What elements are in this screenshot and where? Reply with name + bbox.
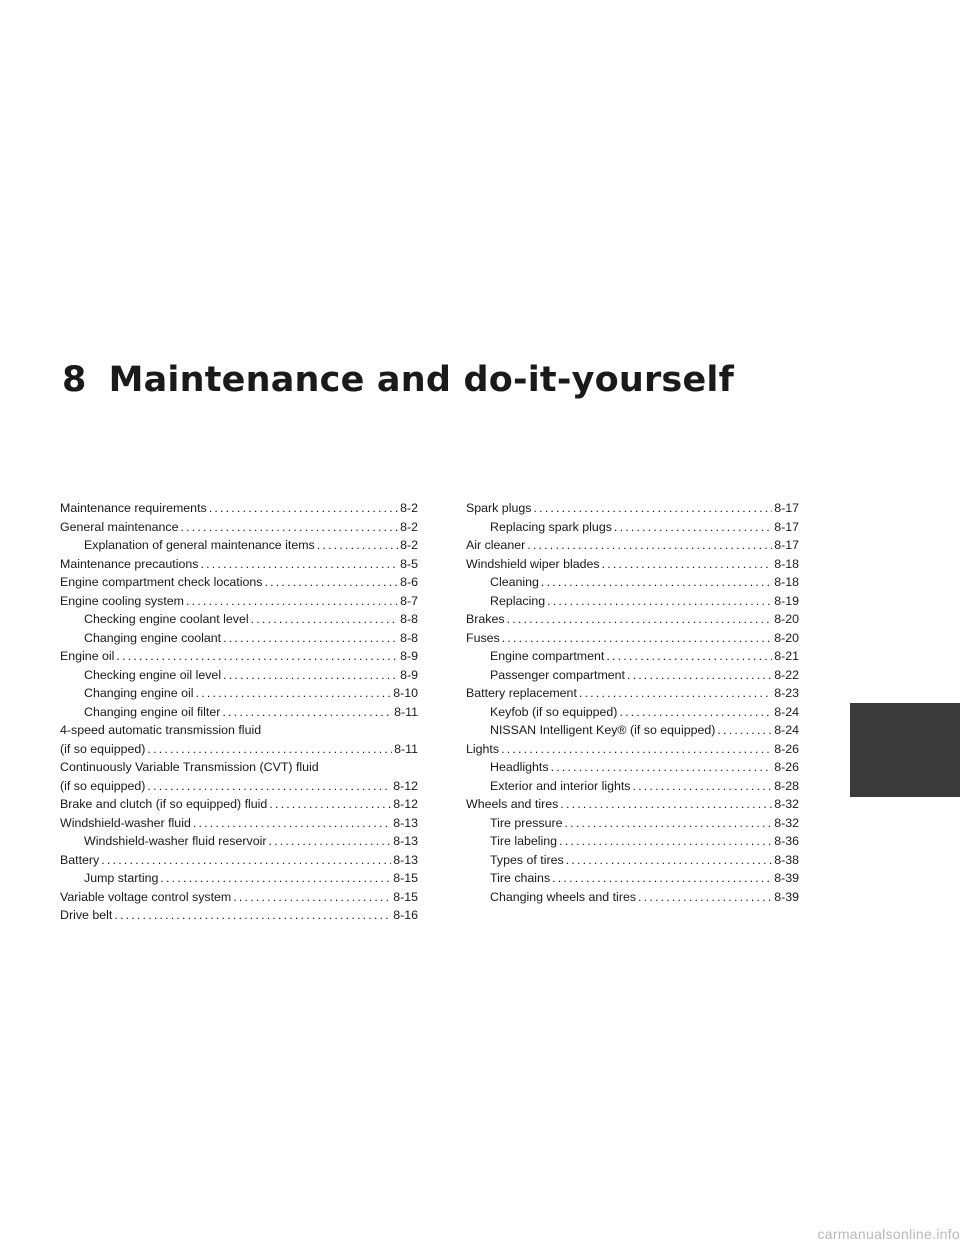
toc-entry-title: Engine compartment: [490, 649, 605, 663]
toc-entry-page: 8-8: [400, 630, 418, 645]
toc-entry[interactable]: [466, 592, 799, 611]
toc-entry-page: 8-2: [400, 501, 418, 515]
toc-entry-page: 8-2: [400, 519, 418, 534]
toc-entry-title: Tire pressure: [490, 815, 563, 830]
toc-leader-dots: [180, 518, 398, 537]
toc-entry[interactable]: [466, 721, 799, 740]
toc-leader-dots: [533, 499, 772, 518]
toc-entry-title: Changing engine oil filter: [84, 704, 221, 719]
toc-leader-dots: [547, 592, 772, 611]
toc-entry-page: 8-24: [774, 704, 799, 719]
toc-entry-title: Battery replacement: [466, 686, 577, 700]
toc-entry-title: Tire chains: [490, 871, 551, 885]
toc-entry[interactable]: [60, 573, 418, 592]
toc-leader-dots: [101, 851, 391, 870]
toc-entry-title: Types of tires: [490, 852, 564, 867]
toc-entry-page: 8-20: [774, 612, 799, 626]
toc-entry[interactable]: [466, 703, 799, 722]
toc-entry-title: Maintenance requirements: [60, 501, 207, 515]
toc-leader-dots: [717, 721, 772, 740]
toc-leader-dots: [186, 592, 398, 611]
toc-entry-page: 8-19: [774, 593, 799, 608]
toc-entry-page: 8-22: [774, 667, 799, 682]
toc-leader-dots: [268, 832, 391, 851]
toc-entry-title: Continuously Variable Transmission (CVT) fluid: [60, 760, 319, 774]
toc-leader-dots: [606, 647, 772, 666]
toc-entry-page: 8-12: [393, 797, 418, 811]
toc-entry-title: Tire labeling: [490, 834, 558, 848]
toc-entry[interactable]: [466, 869, 799, 888]
toc-entry[interactable]: [60, 795, 418, 814]
toc-entry[interactable]: [60, 888, 418, 907]
toc-entry-page: 8-32: [774, 797, 799, 811]
toc-entry-page: 8-17: [774, 501, 799, 515]
toc-leader-dots: [560, 795, 772, 814]
toc-entry-title: Windshield-washer fluid reservoir: [84, 834, 267, 848]
toc-entry-title: Checking engine oil level: [84, 667, 222, 682]
toc-entry[interactable]: [466, 758, 799, 777]
toc-entry-title: Windshield-washer fluid: [60, 815, 191, 830]
toc-entry[interactable]: [60, 814, 418, 833]
toc-entry-page: 8-36: [774, 834, 799, 848]
toc-entry-title: Replacing spark plugs: [490, 519, 612, 534]
toc-entry-title: (if so equipped): [60, 778, 146, 793]
toc-leader-dots: [223, 666, 398, 685]
toc-leader-dots: [265, 573, 399, 592]
toc-leader-dots: [193, 814, 391, 833]
toc-entry-title: Keyfob (if so equipped): [490, 704, 618, 719]
toc-entry[interactable]: [60, 721, 418, 740]
toc-entry[interactable]: [466, 851, 799, 870]
chapter-title-text: Maintenance and do-it-yourself: [108, 360, 735, 400]
toc-entry-page: 8-13: [393, 815, 418, 830]
toc-leader-dots: [116, 647, 398, 666]
toc-leader-dots: [551, 758, 773, 777]
toc-leader-dots: [627, 666, 772, 685]
toc-entry-page: 8-13: [393, 834, 418, 848]
toc-leader-dots: [602, 555, 773, 574]
toc-leader-dots: [565, 814, 773, 833]
toc-entry-page: 8-2: [400, 538, 418, 552]
toc-entry[interactable]: [466, 536, 799, 555]
toc-entry[interactable]: [60, 610, 418, 629]
toc-entry[interactable]: [466, 684, 799, 703]
toc-entry-title: Engine cooling system: [60, 593, 184, 608]
chapter-tab-marker: [850, 703, 960, 797]
toc-entry[interactable]: [60, 703, 418, 722]
toc-entry-title: Jump starting: [84, 871, 159, 885]
toc-entry-title: Drive belt: [60, 908, 113, 922]
toc-entry[interactable]: [60, 666, 418, 685]
toc-entry-title: Spark plugs: [466, 501, 532, 515]
toc-entry-title: NISSAN Intelligent Key® (if so equipped): [490, 723, 716, 737]
toc-leader-dots: [200, 555, 398, 574]
toc-leader-dots: [223, 629, 398, 648]
toc-entry-page: 8-39: [774, 871, 799, 885]
toc-entry-title: Wheels and tires: [466, 797, 559, 811]
toc-entry-page: 8-38: [774, 852, 799, 867]
toc-entry[interactable]: [60, 758, 418, 777]
toc-leader-dots: [251, 610, 398, 629]
toc-entry[interactable]: [466, 610, 799, 629]
toc-leader-dots: [222, 703, 392, 722]
toc-entry[interactable]: [466, 777, 799, 796]
toc-entry-page: 8-8: [400, 612, 418, 626]
toc-leader-dots: [507, 610, 773, 629]
toc-entry-page: 8-21: [774, 649, 799, 663]
toc-entry-page: 8-18: [774, 575, 799, 589]
toc-entry[interactable]: [466, 555, 799, 574]
toc-entry-page: 8-11: [394, 704, 418, 719]
toc-entry-title: Checking engine coolant level: [84, 612, 249, 626]
toc-entry-page: 8-5: [400, 556, 418, 571]
toc-entry[interactable]: [60, 536, 418, 555]
toc-entry-title: (if so equipped): [60, 741, 146, 756]
toc-entry[interactable]: [60, 906, 418, 925]
toc-column-left: [60, 499, 418, 925]
toc-entry-page: 8-32: [774, 815, 799, 830]
toc-entry-title: Exterior and interior lights: [490, 778, 631, 793]
toc-leader-dots: [147, 777, 391, 796]
toc-entry[interactable]: [466, 499, 799, 518]
toc-entry-page: 8-15: [393, 889, 418, 904]
chapter-title: [62, 360, 734, 400]
toc-entry-page: 8-6: [400, 575, 418, 589]
toc-entry-page: 8-28: [774, 778, 799, 793]
toc-entry-title: Changing engine oil: [84, 686, 194, 700]
toc-entry-title: Passenger compartment: [490, 667, 625, 682]
toc-entry-page: 8-39: [774, 889, 799, 904]
toc-entry-page: 8-11: [394, 741, 418, 756]
toc-leader-dots: [559, 832, 772, 851]
toc-leader-dots: [209, 499, 398, 518]
toc-leader-dots: [502, 629, 772, 648]
toc-entry[interactable]: [60, 647, 418, 666]
toc-entry-page: 8-12: [393, 778, 418, 793]
toc-entry-title: Changing engine coolant: [84, 630, 222, 645]
toc-leader-dots: [638, 888, 772, 907]
toc-entry-title: Engine oil: [60, 649, 115, 663]
toc-leader-dots: [317, 536, 398, 555]
toc-entry[interactable]: [60, 592, 418, 611]
toc-entry-page: 8-17: [774, 538, 799, 552]
toc-leader-dots: [196, 684, 392, 703]
toc-entry[interactable]: [60, 740, 418, 759]
toc-entry-title: 4-speed automatic transmission fluid: [60, 723, 262, 737]
toc-entry-title: Brake and clutch (if so equipped) fluid: [60, 797, 268, 811]
toc-entry-title: Headlights: [490, 760, 549, 774]
toc-entry[interactable]: [466, 814, 799, 833]
toc-entry-title: Engine compartment check locations: [60, 575, 263, 589]
toc-leader-dots: [527, 536, 772, 555]
chapter-number: 8: [62, 360, 87, 400]
toc-entry-title: Maintenance precautions: [60, 556, 199, 571]
toc-entry[interactable]: [466, 832, 799, 851]
toc-entry-page: 8-18: [774, 556, 799, 571]
toc-leader-dots: [269, 795, 391, 814]
toc-entry-title: Replacing: [490, 593, 546, 608]
toc-entry-page: 8-26: [774, 760, 799, 774]
toc-entry-page: 8-10: [393, 686, 418, 700]
toc-entry[interactable]: [60, 684, 418, 703]
toc-entry[interactable]: [60, 777, 418, 796]
toc-entry-title: Explanation of general maintenance items: [84, 538, 315, 552]
toc-entry[interactable]: [466, 666, 799, 685]
toc-entry-page: 8-20: [774, 630, 799, 645]
toc-leader-dots: [566, 851, 773, 870]
toc-leader-dots: [619, 703, 772, 722]
toc-entry-title: Brakes: [466, 612, 505, 626]
toc-entry-title: Variable voltage control system: [60, 889, 232, 904]
toc-entry-page: 8-9: [400, 667, 418, 682]
toc-entry[interactable]: [60, 629, 418, 648]
toc-entry-title: Battery: [60, 852, 100, 867]
toc-entry[interactable]: [466, 518, 799, 537]
toc-entry[interactable]: [466, 629, 799, 648]
toc-column-right: [466, 499, 799, 906]
toc-entry-page: 8-13: [393, 852, 418, 867]
toc-leader-dots: [633, 777, 773, 796]
toc-leader-dots: [541, 573, 772, 592]
toc-entry-page: 8-24: [774, 723, 799, 737]
toc-leader-dots: [233, 888, 391, 907]
toc-leader-dots: [579, 684, 772, 703]
toc-entry[interactable]: [466, 573, 799, 592]
toc-entry[interactable]: [466, 795, 799, 814]
toc-entry-page: 8-7: [400, 593, 418, 608]
toc-entry-page: 8-23: [774, 686, 799, 700]
toc-entry[interactable]: [60, 851, 418, 870]
toc-entry-page: 8-15: [393, 871, 418, 885]
toc-entry-page: 8-16: [393, 908, 418, 922]
toc-entry[interactable]: [60, 518, 418, 537]
toc-entry-title: Lights: [466, 741, 500, 756]
toc-leader-dots: [552, 869, 772, 888]
toc-entry[interactable]: [60, 832, 418, 851]
toc-entry-title: Cleaning: [490, 575, 539, 589]
toc-entry[interactable]: [60, 869, 418, 888]
toc-entry-title: Air cleaner: [466, 538, 526, 552]
toc-entry-page: 8-26: [774, 741, 799, 756]
toc-entry-title: Fuses: [466, 630, 500, 645]
toc-entry[interactable]: [60, 555, 418, 574]
toc-leader-dots: [501, 740, 772, 759]
toc-entry[interactable]: [466, 647, 799, 666]
watermark: carmanualsonline.info: [817, 1226, 960, 1242]
toc-entry-page: 8-9: [400, 649, 418, 663]
toc-leader-dots: [114, 906, 391, 925]
toc-leader-dots: [160, 869, 391, 888]
toc-entry-page: 8-17: [774, 519, 799, 534]
toc-entry-title: Windshield wiper blades: [466, 556, 600, 571]
toc-leader-dots: [147, 740, 392, 759]
toc-entry-title: General maintenance: [60, 519, 179, 534]
toc-leader-dots: [614, 518, 772, 537]
toc-entry[interactable]: [60, 499, 418, 518]
toc-entry[interactable]: [466, 888, 799, 907]
toc-entry[interactable]: [466, 740, 799, 759]
toc-entry-title: Changing wheels and tires: [490, 889, 637, 904]
